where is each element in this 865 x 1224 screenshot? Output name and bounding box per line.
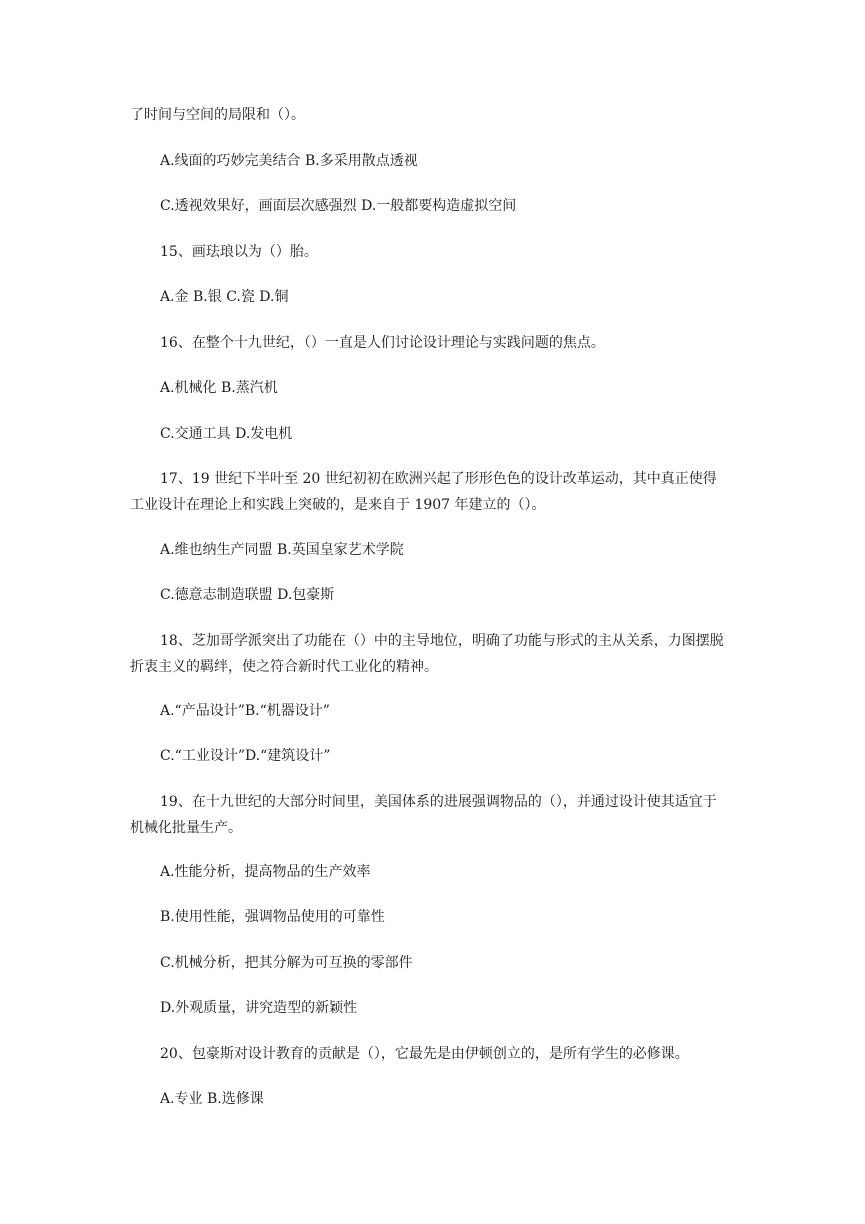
option-line: A.机械化 B.蒸汽机: [160, 380, 278, 396]
option-line: A.金 B.银 C.瓷 D.铜: [160, 289, 289, 305]
option-line: C.“工业设计”D.“建筑设计”: [160, 748, 331, 764]
option-line: A.线面的巧妙完美结合 B.多采用散点透视: [160, 153, 418, 169]
option-line: A.“产品设计”B.“机器设计”: [160, 703, 330, 719]
option-line: C.德意志制造联盟 D.包豪斯: [160, 587, 335, 603]
question-19: 19、在十九世纪的大部分时间里，美国体系的进展强调物品的（），并通过设计使其适宜于机械化批量生产。: [130, 794, 717, 836]
paragraph-continuation: 了时间与空间的局限和（）。: [130, 107, 305, 123]
question-15: 15、画珐琅以为（）胎。: [160, 244, 318, 260]
option-line: C.透视效果好，画面层次感强烈 D.一般都要构造虚拟空间: [160, 198, 517, 214]
question-20: 20、包豪斯对设计教育的贡献是（），它最先是由伊顿创立的，是所有学生的必修课。: [160, 1046, 689, 1062]
option-line: A.维也纳生产同盟 B.英国皇家艺术学院: [160, 542, 404, 558]
question-16: 16、在整个十九世纪，（）一直是人们讨论设计理论与实践问题的焦点。: [160, 335, 605, 351]
option-line: C.交通工具 D.发电机: [160, 426, 293, 442]
option-line: D.外观质量，讲究造型的新颖性: [160, 1000, 358, 1016]
option-line: C.机械分析，把其分解为可互换的零部件: [160, 955, 413, 971]
question-17: 17、19 世纪下半叶至 20 世纪初初在欧洲兴起了形形色色的设计改革运动，其中真正使得工业设计在理论上和实践上突破的，是来自于 1907 年建立的（）。: [130, 471, 717, 513]
option-line: B.使用性能，强调物品使用的可靠性: [160, 909, 385, 925]
question-18: 18、芝加哥学派突出了功能在（）中的主导地位，明确了功能与形式的主从关系，力图摆脱折衷主义的羁绊，使之符合新时代工业化的精神。: [130, 633, 724, 675]
option-line: A.专业 B.选修课: [160, 1091, 264, 1107]
option-line: A.性能分析，提高物品的生产效率: [160, 864, 371, 880]
